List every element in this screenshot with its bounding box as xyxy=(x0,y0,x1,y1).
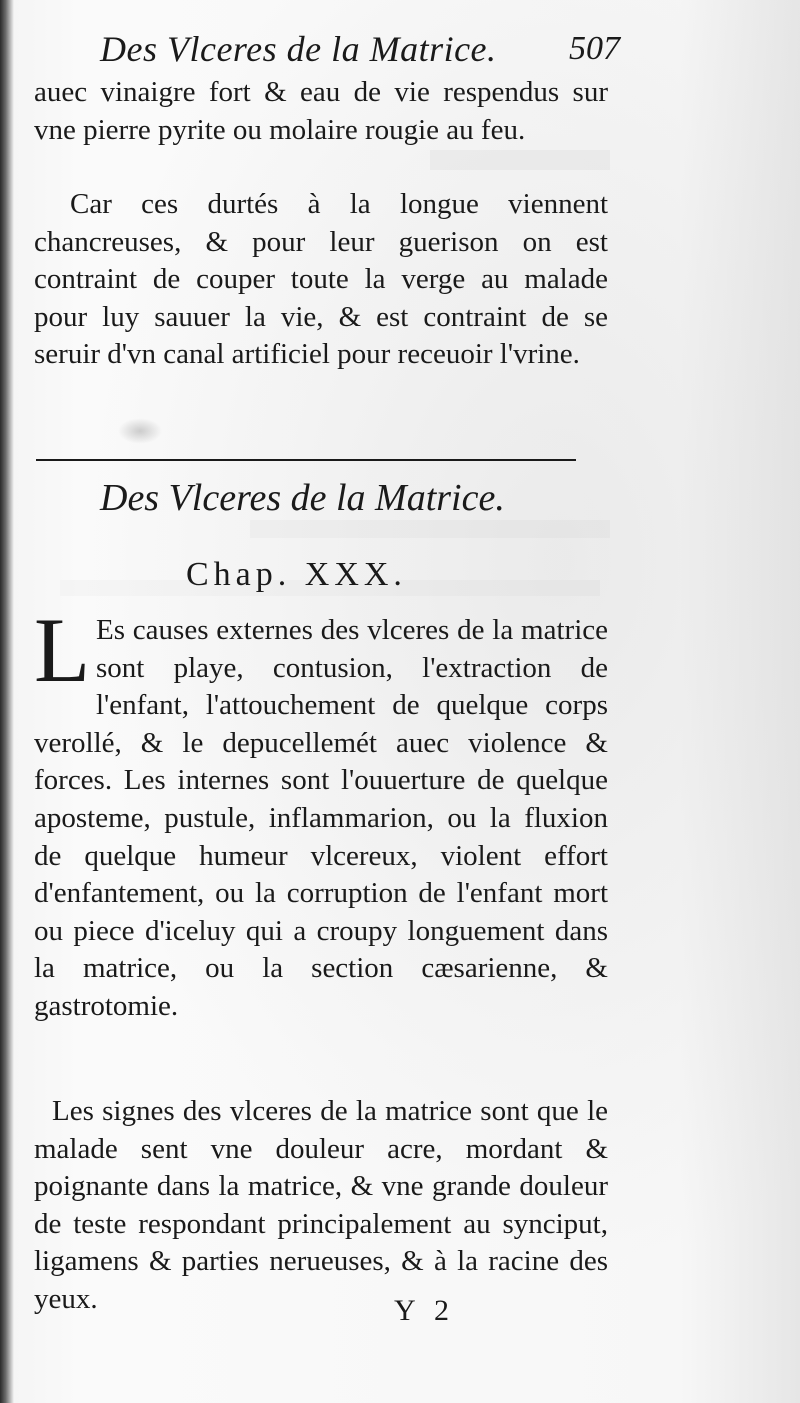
running-title: Des Vlceres de la Matrice. xyxy=(100,29,497,69)
chapter-first-paragraph: Es causes externes des vlceres de la matrice sont playe, contusion, l'extraction de l'enfant, l'attouchement de quelque corps verollé, & le depucellemét auec violence & forces. Les internes sont l'ouuerture de quelque aposteme, pustule, inflammarion, ou la fluxion de quelque humeur vlcereux, violent effort d'enfantement, ou la corruption de l'enfant mort ou piece d'iceluy qui a croupy longuement dans la matrice, ou la section cæsarienne, & gastrotomie. xyxy=(34,614,608,1022)
page-gutter-shadow xyxy=(0,0,14,1403)
show-through-smudge xyxy=(430,150,610,170)
chapter-first-paragraph-block xyxy=(34,599,608,1026)
continuation-paragraph-block xyxy=(34,74,608,149)
page-header xyxy=(100,28,620,80)
durtes-paragraph: Car ces durtés à la longue viennent chancreuses, & pour leur guerison on est contraint de couper toute la verge au malade pour luy sauuer la vie, & est contraint de se seruir d'vn canal artificiel pour receuoir l'vrine. xyxy=(34,188,608,371)
drop-cap: L xyxy=(34,599,91,701)
durtes-paragraph-block xyxy=(34,186,608,374)
ink-stain xyxy=(118,418,162,444)
continuation-paragraph: auec vinaigre fort & eau de vie respendus sur vne pierre pyrite ou molaire rougie au feu. xyxy=(34,76,608,146)
drop-cap-container xyxy=(34,599,92,701)
chapter-number: Chap. XXX. xyxy=(186,556,407,593)
chapter-title: Des Vlceres de la Matrice. xyxy=(100,477,505,519)
page-number: 507 xyxy=(569,30,620,67)
chapter-second-paragraph-block xyxy=(34,1064,608,1348)
signature-mark: Y 2 xyxy=(394,1294,456,1327)
chapter-second-paragraph: Les signes des vlceres de la matrice sont que le malade sent vne douleur acre, mordant & poignante dans la matrice, & vne grande douleur de teste respondant principalement au synciput, ligamens & parties nerueuses, & à la racine des yeux. xyxy=(34,1095,608,1315)
section-divider-rule xyxy=(36,459,576,461)
show-through-smudge xyxy=(250,520,610,538)
